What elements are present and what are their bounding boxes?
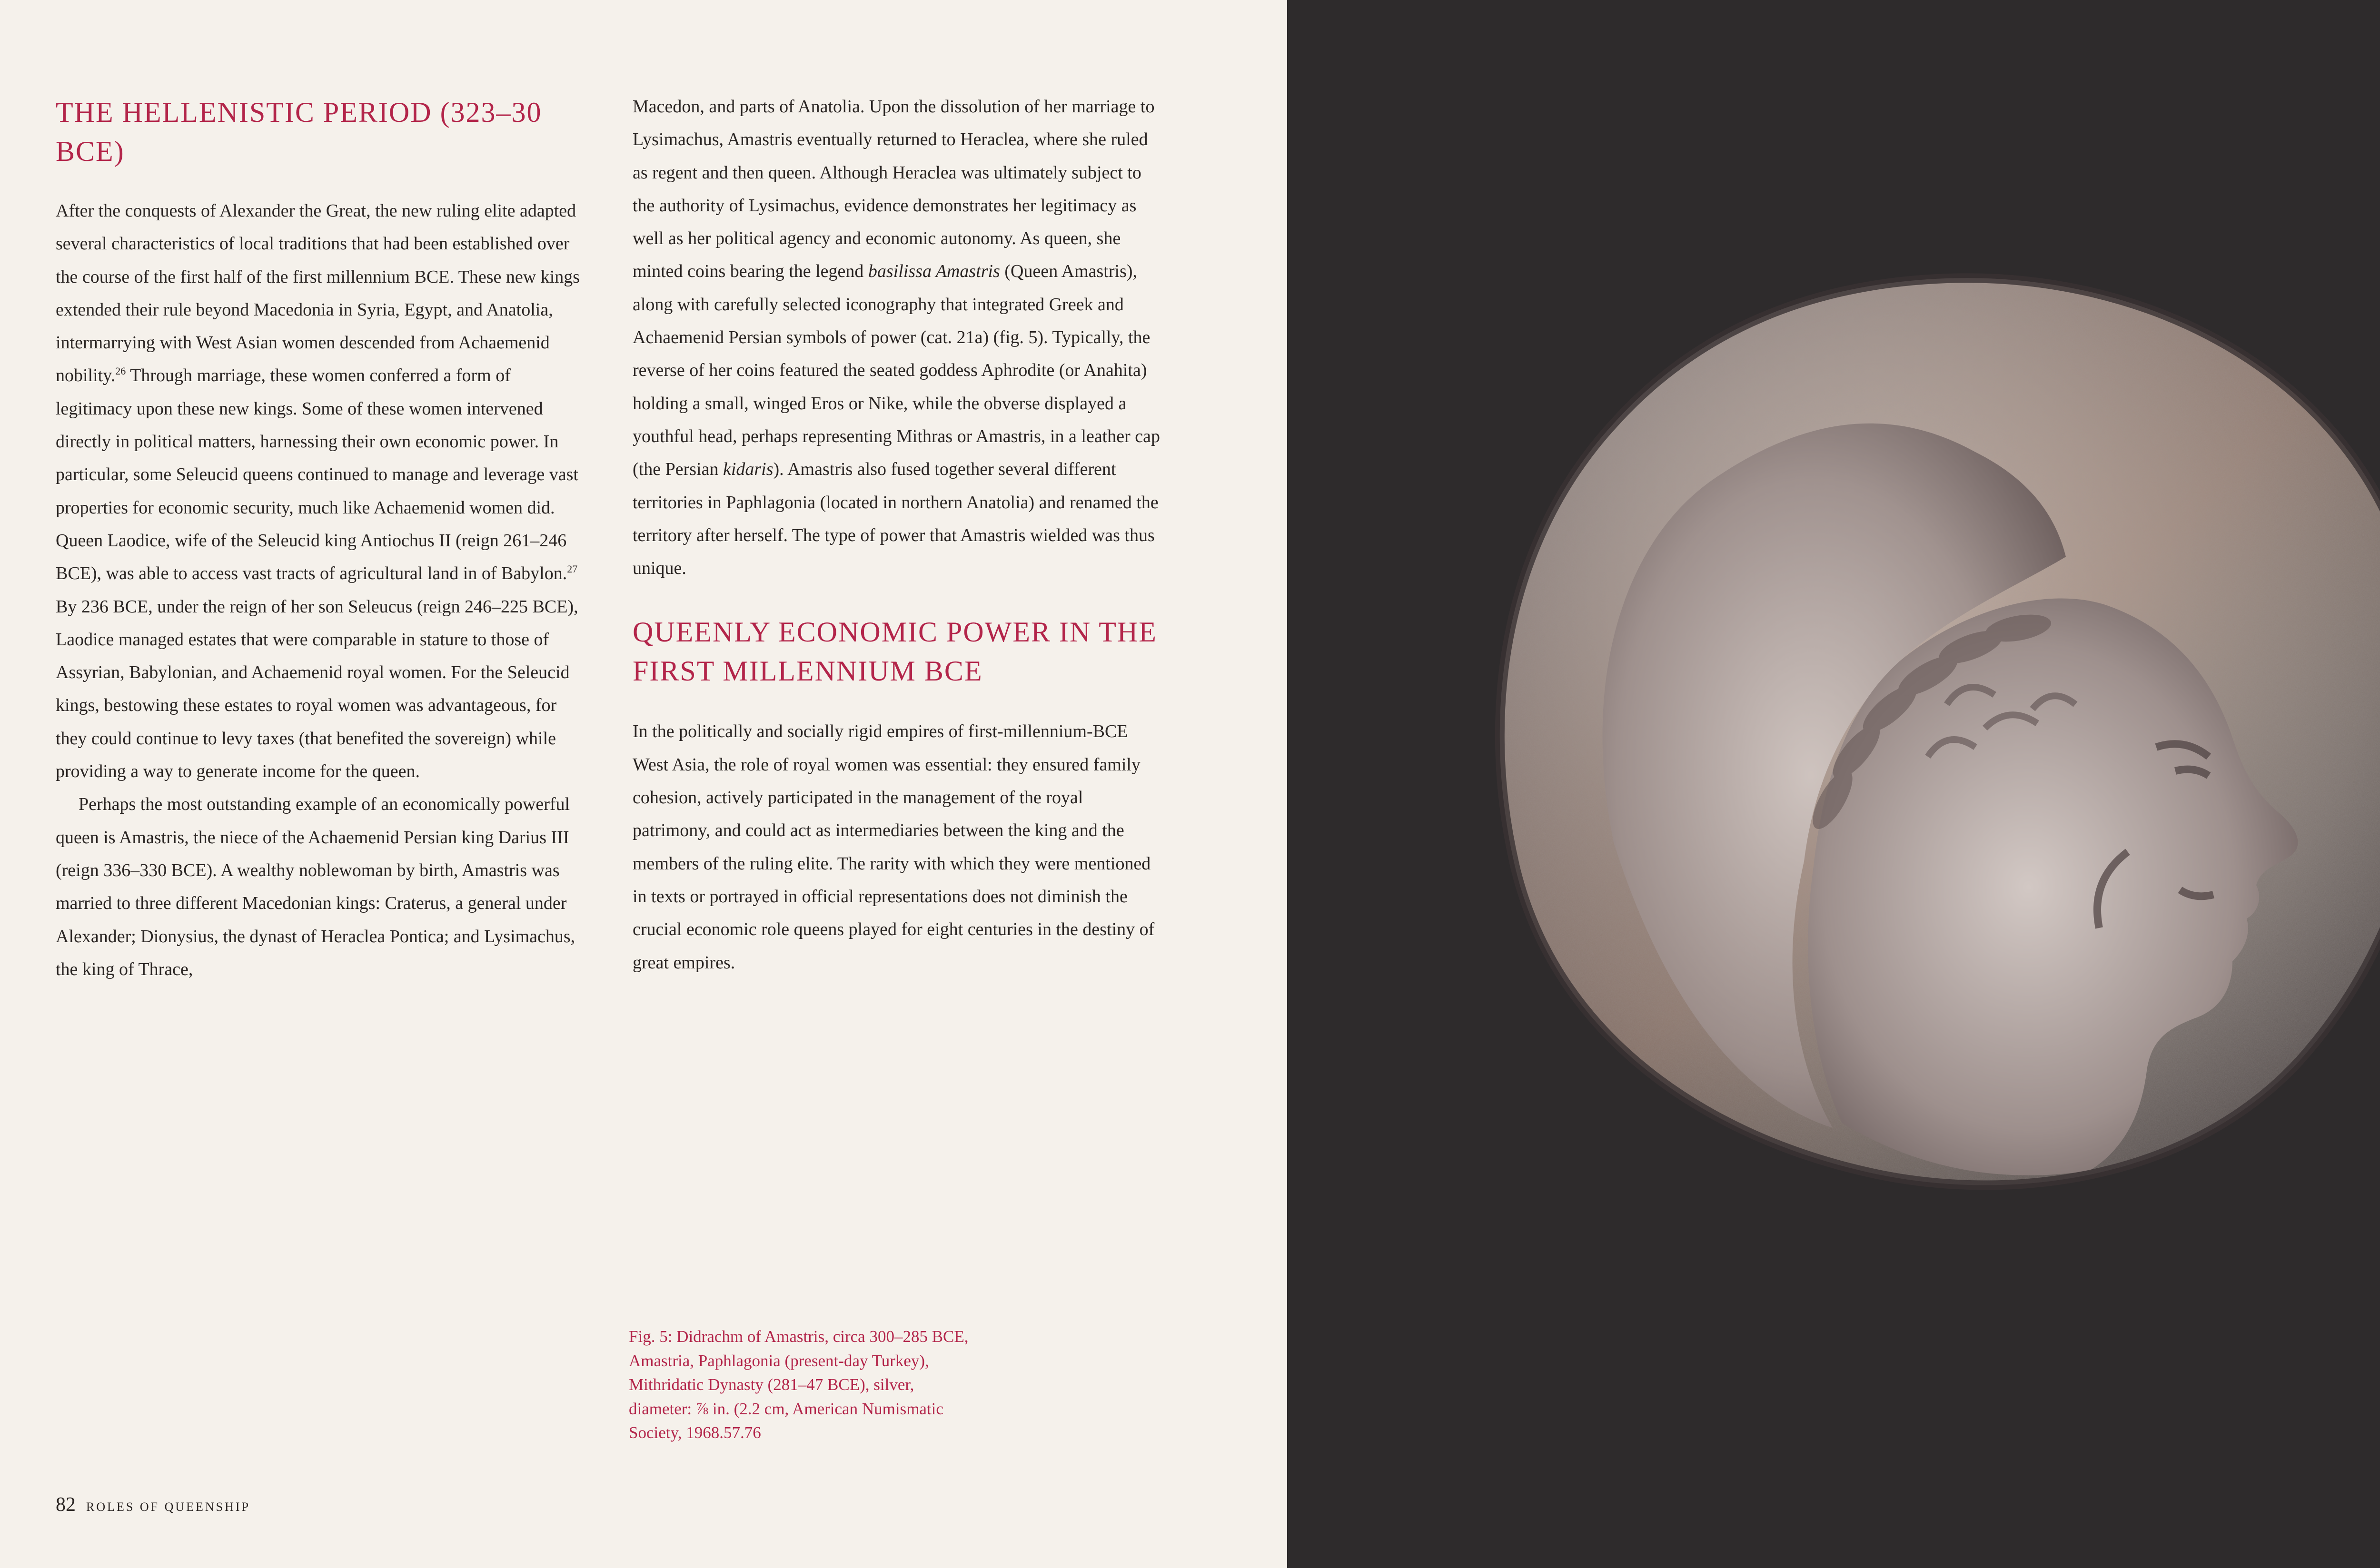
coin-image [1471, 252, 2380, 1209]
page-number: 82 [56, 1494, 76, 1516]
section-heading-hellenistic: THE HELLENISTIC PERIOD (323–30 BCE) [56, 97, 542, 167]
body-text-continued [633, 90, 1161, 585]
italic-kidaris: kidaris [723, 459, 774, 480]
italic-legend: basilissa Amastris [868, 261, 1000, 282]
paragraph: In the politically and socially rigid empires of first-millennium-BCE West Asia, the role of royal women was essential: they ensured family cohesion, actively participated in the management of the royal patrimony, and could act as intermediaries between the king and the members of the ruling elite. The rarity with which they were mentioned in texts or portrayed in official representations does not diminish the crucial economic role queens played for eight centuries in the destiny of great empires. [633, 721, 1155, 973]
running-head: ROLES OF QUEENSHIP [86, 1500, 251, 1514]
figure-caption: Fig. 5: Didrachm of Amastris, circa 300–285 BCE, Amastria, Paphlagonia (present-day Turkey), Mithridatic Dynasty (281–47 BCE), silver, diameter: ⅞ in. (2.2 cm, American Numismatic Society, 1968.57.76 [629, 1327, 969, 1442]
left-text-column [56, 93, 584, 986]
body-text-left [56, 195, 584, 986]
body-text-queenly [633, 715, 1161, 979]
section-heading-queenly-power: QUEENLY ECONOMIC POWER IN THE FIRST MILLENNIUM BCE [633, 616, 1157, 687]
coin-photo [1471, 252, 2380, 1209]
footnote-ref-26[interactable]: 26 [115, 365, 126, 377]
paragraph: After the conquests of Alexander the Great, the new ruling elite adapted several characteristics of local traditions that had been established over the course of the first half of the first millennium BCE. These new kings extended their rule beyond Macedonia in Syria, Egypt, and Anatolia, intermarrying with West Asian women descended from Achaemenid nobility.$^{26}$ Through marriage, these women conferred a form of legitimacy upon these new kings. Some of these women intervened directly in political matters, harnessing their own economic power. In particular, some Seleucid queens continued to manage and leverage vast properties for economic security, much like Achaemenid women did. Queen Laodice, wife of the Seleucid king Antiochus II (reign 261–246 BCE), was able to access vast tracts of agricultural land in of Babylon.$^{27}$ By 236 BCE, under the reign of her son Seleucus (reign 246–225 BCE), Laodice managed estates that were comparable in stature to those of Assyrian, Babylonian, and Achaemenid royal women. For the Seleucid kings, bestowing these estates to royal women was advantageous, for they could continue to levy taxes (that benefited the sovereign) while providing a way to generate income for the queen. [56, 201, 580, 782]
folio [56, 1493, 250, 1516]
footnote-ref-27[interactable]: 27 [567, 563, 578, 575]
right-text-column [633, 93, 1161, 979]
paragraph: Perhaps the most outstanding example of an economically powerful queen is Amastris, the niece of the Achaemenid Persian king Darius III (reign 336–330 BCE). A wealthy noblewoman by birth, Amastris was married to three different Macedonian kings: Craterus, a general under Alexander; Dionysius, the dynast of Heraclea Pontica; and Lysimachus, the king of Thrace, [56, 794, 575, 979]
paragraph: Macedon, and parts of Anatolia. Upon the dissolution of her marriage to Lysimachus, Amastris eventually returned to Heraclea, where she ruled as regent and then queen. Although Heraclea was ultimately subject to the authority of Lysimachus, evidence demonstrates her legitimacy as well as her political agency and economic autonomy. As queen, she minted coins bearing the legend basilissa Amastris (Queen Amastris), along with carefully selected iconography that integrated Greek and Achaemenid Persian symbols of power (cat. 21a) (fig. 5). Typically, the reverse of her coins featured the seated goddess Aphrodite (or Anahita) holding a small, winged Eros or Nike, while the obverse displayed a youthful head, perhaps representing Mithras or Amastris, in a leather cap (the Persian kidaris). Amastris also fused together several different territories in Paphlagonia (located in northern Anatolia) and renamed the territory after herself. The type of power that Amastris wielded was thus unique. [633, 97, 1160, 579]
